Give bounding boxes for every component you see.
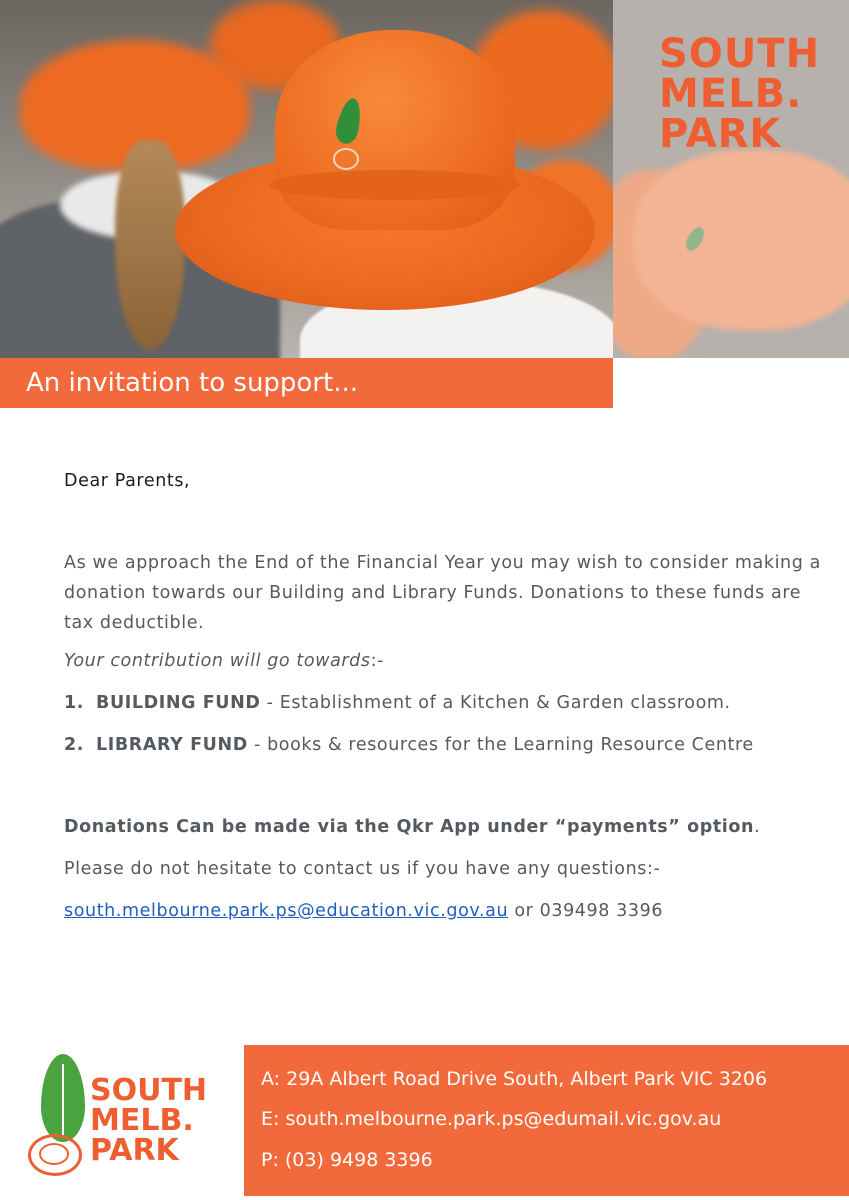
footer-phone: P: (03) 9498 3396 bbox=[261, 1149, 433, 1171]
contribution-heading bbox=[64, 646, 384, 676]
contribution-suffix: :- bbox=[370, 651, 385, 671]
greeting: Dear Parents, bbox=[64, 471, 191, 491]
list-item bbox=[64, 688, 731, 718]
qkr-bold-text: Donations Can be made via the Qkr App under “payments” option bbox=[64, 817, 755, 837]
side-photo bbox=[613, 0, 849, 358]
list-item bbox=[64, 730, 754, 760]
school-logo bbox=[24, 1050, 224, 1180]
wordmark-line-melb: MELB. bbox=[659, 71, 803, 117]
footer-address: A: 29A Albert Road Drive South, Albert Park VIC 3206 bbox=[261, 1068, 768, 1090]
contribution-heading-text: Your contribution will go towards bbox=[64, 651, 371, 671]
footer-email: E: south.melbourne.park.ps@edumail.vic.gov.au bbox=[261, 1108, 722, 1130]
email-link[interactable]: south.melbourne.park.ps@education.vic.gov.au bbox=[64, 901, 509, 921]
wordmark-line-park: PARK bbox=[659, 111, 782, 157]
fund-description: - Establishment of a Kitchen & Garden classroom. bbox=[260, 693, 731, 713]
fund-number: 1. bbox=[64, 693, 85, 713]
leaf-logo-icon bbox=[41, 1054, 85, 1142]
email-line bbox=[64, 896, 663, 926]
fund-name: LIBRARY FUND bbox=[96, 735, 248, 755]
qkr-instructions bbox=[64, 812, 760, 842]
logo-line-park: PARK bbox=[90, 1133, 179, 1168]
page-title: An invitation to support... bbox=[26, 368, 359, 398]
wordmark-line-south: SOUTH bbox=[659, 31, 821, 77]
hero-photo bbox=[0, 0, 613, 358]
logo-line-south: SOUTH bbox=[90, 1073, 208, 1108]
fund-name: BUILDING FUND bbox=[96, 693, 261, 713]
qkr-end: . bbox=[754, 817, 761, 837]
school-wordmark bbox=[659, 31, 821, 157]
intro-paragraph: As we approach the End of the Financial Year you may wish to consider making a donation towards our Building and Library Funds. Donations to these funds are tax deductible. bbox=[64, 553, 821, 633]
fund-number: 2. bbox=[64, 735, 85, 755]
title-banner bbox=[0, 358, 613, 408]
fund-description: - books & resources for the Learning Resource Centre bbox=[247, 735, 754, 755]
contact-text: Please do not hesitate to contact us if you have any questions:- bbox=[64, 859, 661, 879]
scribble-logo-icon bbox=[28, 1134, 82, 1176]
phone-text: or 039498 3396 bbox=[508, 901, 664, 921]
logo-wordmark bbox=[90, 1073, 208, 1168]
footer-contact-box bbox=[244, 1045, 849, 1196]
logo-line-melb: MELB. bbox=[90, 1103, 194, 1138]
